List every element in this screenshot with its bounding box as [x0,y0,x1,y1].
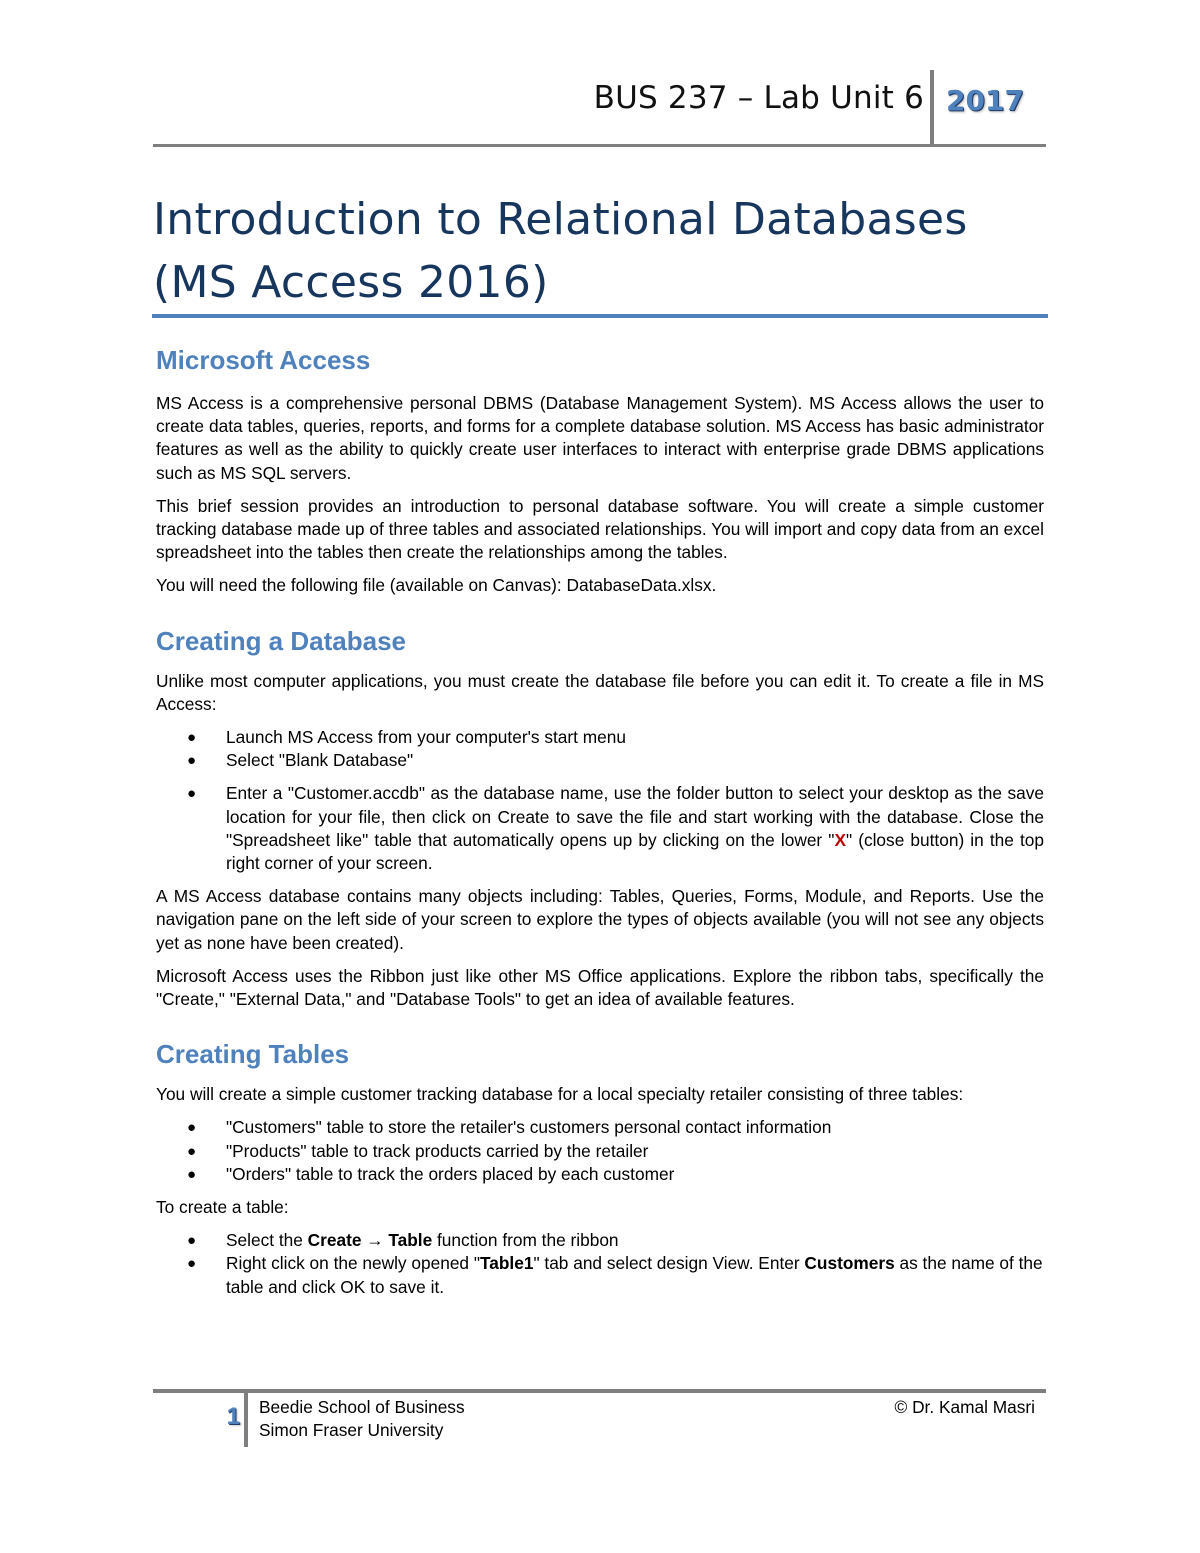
list-item: ● "Orders" table to track the orders placed by each customer [156,1163,1044,1186]
header-course-title: BUS 237 – Lab Unit 6 [593,80,924,116]
list-item: ● "Products" table to track products carried by the retailer [156,1140,1044,1163]
document-body [156,342,1044,1299]
footer-author: © Dr. Kamal Masri [894,1397,1035,1417]
footer-school: Beedie School of Business [259,1397,465,1417]
header-rule [153,144,1046,147]
title-rule [152,314,1048,318]
list-create-db-steps [156,726,1044,875]
bullet-icon: ● [187,1232,197,1250]
document-title-line1: Introduction to Relational Databases [153,194,968,245]
page-number: 1 [226,1403,240,1430]
bullet-icon: ● [187,1119,197,1137]
footer-rule [153,1389,1046,1393]
bullet-icon: ● [187,1165,197,1183]
paragraph-create-db-intro: Unlike most computer applications, you must create the database file before you can edit it. To create a file in MS Access: [156,670,1044,714]
list-item: ● Select the Create → Table function from the ribbon [156,1229,1044,1252]
list-item: ● Enter a "Customer.accdb" as the database name, use the folder button to select your desktop as the save location for your file, then click on Create to save the file and start working with the database. Close the "Spreadsheet like" table that automatically opens up by clicking on the lower "X" (close button) in the top right corner of your screen. [187,783,1044,874]
heading-microsoft-access: Microsoft Access [156,345,371,375]
bullet-icon: ● [187,1142,197,1160]
heading-creating-database: Creating a Database [156,625,406,656]
paragraph-tables-intro: You will create a simple customer tracking database for a local specialty retailer consisting of three tables: [156,1084,964,1105]
paragraph-session-intro: This brief session provides an introduction to personal database software. You will create a simple customer tracking database made up of three tables and associated relationships. You will import and copy data from an excel spreadsheet into the tables then create the relationships among the tables. [156,495,1044,563]
table1-label: Table1 [479,1253,534,1274]
list-item: ● Right click on the newly opened "Table1" tab and select design View. Enter Customers as the name of the table and click OK to save it. [187,1253,1043,1297]
list-item: ● Select "Blank Database" [156,749,1044,772]
paragraph-to-create-table: To create a table: [156,1197,289,1218]
header-separator [930,70,934,144]
bullet-icon: ● [187,752,197,770]
bullet-icon: ● [187,785,197,803]
document-title-line2: (MS Access 2016) [153,257,549,308]
paragraph-access-overview: MS Access is a comprehensive personal DBMS (Database Management System). MS Access allows the user to create data tables, queries, reports, and forms for a complete database solution. MS Access has basic administrator features as well as the ability to quickly create user interfaces to interact with enterprise grade DBMS applications such as MS SQL servers. [156,393,1044,483]
heading-creating-tables: Creating Tables [156,1039,350,1070]
list-create-table-steps [156,1229,1044,1299]
bullet-icon: ● [187,729,197,747]
list-item: ● "Customers" table to store the retailer's customers personal contact information [156,1116,1044,1139]
paragraph-required-file: You will need the following file (available on Canvas): DatabaseData.xlsx. [156,575,717,596]
header-year: 2017 [946,84,1024,117]
footer-separator [244,1393,248,1447]
paragraph-ribbon: Microsoft Access uses the Ribbon just like other MS Office applications. Explore the ribbon tabs, specifically the "Create," "External Data," and "Database Tools" to get an idea of available features. [156,965,1044,1010]
footer-university: Simon Fraser University [259,1420,444,1440]
list-item: ● Launch MS Access from your computer's start menu [156,726,1044,749]
bullet-icon: ● [187,1255,197,1273]
close-x-label: X [834,829,846,850]
document-title [153,188,1046,314]
list-tables [156,1116,1044,1186]
paragraph-database-objects: A MS Access database contains many objects including: Tables, Queries, Forms, Module, and Reports. Use the navigation pane on the left side of your screen to explore the types of objects available (you will not see any objects yet as none have been created). [156,886,1044,953]
create-table-command: Create → Table [307,1230,433,1251]
footer-institution [259,1396,465,1442]
customers-label: Customers [804,1253,895,1274]
